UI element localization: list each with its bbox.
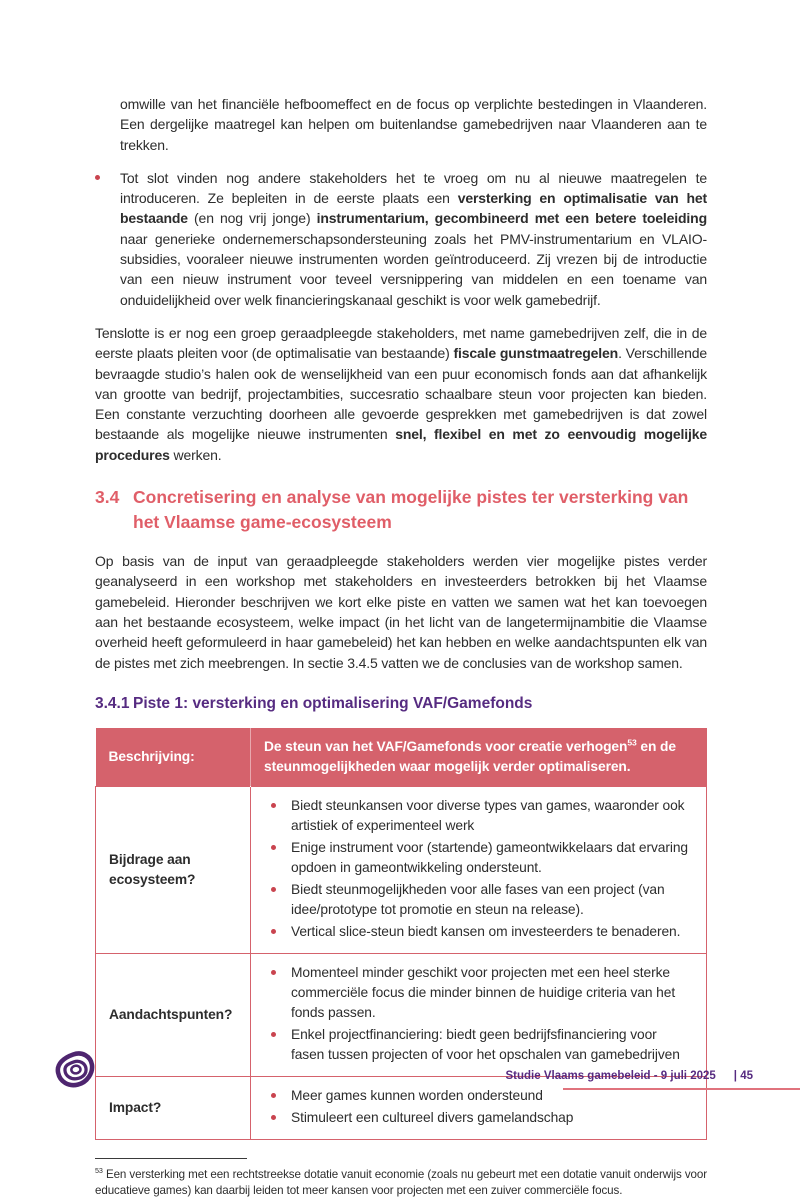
bullet-point (95, 168, 707, 310)
section-number: 3.4 (95, 487, 120, 508)
subsection-title: Piste 1: versterking en optimalisering VAF/Gamefonds (133, 694, 533, 712)
section-heading (95, 485, 707, 534)
table-bullet: Biedt steunmogelijkheden voor alle fases van een project (van idee/prototype tot promotie en steun na release). (264, 880, 692, 920)
row-label: Bijdrage aan ecosysteem? (96, 786, 251, 953)
publisher-logo-icon (54, 1050, 96, 1095)
table-row (96, 786, 707, 953)
page-footer (506, 1070, 754, 1082)
footnote-separator (95, 1158, 247, 1159)
table-header-row (96, 728, 707, 787)
footnote-marker: 53 (95, 1165, 103, 1175)
table-row (96, 1076, 707, 1139)
row-label: Aandachtspunten? (96, 953, 251, 1076)
footer-rule (563, 1088, 800, 1090)
table-bullet: Enige instrument voor (startende) gameontwikkelaars dat ervaring opdoen in gameontwikkeling ondersteunt. (264, 838, 692, 878)
footnote-text: Een versterking met een rechtstreekse dotatie vanuit economie (zoals nu gebeurt met een dotatie vanuit onderwijs voor educatieve games) kan daarbij leiden tot meer kansen voor projecten met een zuiver commerciële focus. (95, 1167, 707, 1198)
footer-page-number: | 45 (733, 1070, 753, 1082)
paragraph-continuation: omwille van het financiële hefboomeffect en de focus op verplichte bestedingen in Vlaanderen. Een dergelijke maatregel kan helpen om buitenlandse gamebedrijven naar Vlaanderen aan te trekken. (120, 96, 707, 153)
bullet-list (264, 963, 692, 1065)
section-intro: Op basis van de input van geraadpleegde stakeholders werden vier mogelijke pistes verder geanalyseerd in een workshop met stakeholders en investeerders betrokken bij het Vlaamse gamebeleid. Hieronder beschrijven we kort elke piste en vatten we samen wat het kan toevoegen aan het bestaande ecosysteem, welke impact (in het licht van de langetermijnambitie die Vlaamse overheid heeft geformuleerd in haar gamebeleid) het kan hebben en welke aandachtspunten elk van de pistes met zich meebrengen. In sectie 3.4.5 vatten we de conclusies van de workshop samen. (95, 553, 707, 671)
bullet-text: Tot slot vinden nog andere stakeholders het te vroeg om nu al nieuwe maatregelen te introduceren. Ze bepleiten in de eerste plaats een versterking en optimalisatie van het bestaande (en nog vrij jonge) instrumentarium, gecombineerd met een betere toeleiding naar generieke ondernemerschapsondersteuning zoals het PMV-instrumentarium en VLAIO-subsidies, vooraleer nieuwe instrumenten worden geïntroduceerd. Zij vrezen bij de introductie van een nieuw instrument voor teveel versnippering van middelen en een toename van onduidelijkheid over welk financieringskanaal geschikt is voor welk gamebedrijf. (120, 169, 707, 308)
subsection-number: 3.4.1 (95, 694, 130, 712)
row-value (251, 1076, 707, 1139)
subsection-heading (95, 694, 707, 715)
bullet-icon (95, 168, 120, 310)
section-title: Concretisering en analyse van mogelijke pistes ter versterking van het Vlaamse game-ecosysteem (133, 487, 689, 532)
row-value (251, 953, 707, 1076)
row-label: Impact? (96, 1076, 251, 1139)
table-bullet: Meer games kunnen worden ondersteund (264, 1086, 692, 1106)
footnote (95, 1167, 707, 1200)
table-bullet: Biedt steunkansen voor diverse types van games, waaronder ook artistiek of experimenteel werk (264, 796, 692, 836)
bullet-list (264, 1086, 692, 1128)
table-header-value: De steun van het VAF/Gamefonds voor creatie verhogen$^{53}$ en de steunmogelijkheden waar mogelijk verder optimaliseren. (251, 728, 707, 787)
table-header-label: Beschrijving: (96, 728, 251, 787)
bullet-list (264, 796, 692, 942)
table-bullet: Momenteel minder geschikt voor projecten met een heel sterke commerciële focus die minder binnen de huidige criteria van het fonds passen. (264, 963, 692, 1023)
table-bullet: Vertical slice-steun biedt kansen om investeerders te benaderen. (264, 922, 692, 942)
paragraph-tenslotte: Tenslotte is er nog een groep geraadpleegde stakeholders, met name gamebedrijven zelf, die in de eerste plaats pleiten voor (de optimalisatie van bestaande) fiscale gunstmaatregelen. Verschillende bevraagde studio’s halen ook de wenselijkheid van een puur economisch fonds aan dat afhankelijk van grootte van bedrijf, projectambities, succesratio schaalbare steun voor projecten kan bieden. Een constante verzuchting doorheen alle gevoerde gesprekken met gamebedrijven is dat zowel bestaande als mogelijke nieuwe instrumenten snel, flexibel en met zo eenvoudig mogelijke procedures werken. (95, 324, 707, 463)
table-bullet: Enkel projectfinanciering: biedt geen bedrijfsfinanciering voor fasen tussen projecten of voor het opschalen van gamebedrijven (264, 1025, 692, 1065)
footer-doc-title: Studie Vlaams gamebeleid - 9 juli 2025 (505, 1070, 716, 1082)
table-bullet: Stimuleert een cultureel divers gamelandschap (264, 1108, 692, 1128)
table-row (96, 953, 707, 1076)
row-value (251, 786, 707, 953)
